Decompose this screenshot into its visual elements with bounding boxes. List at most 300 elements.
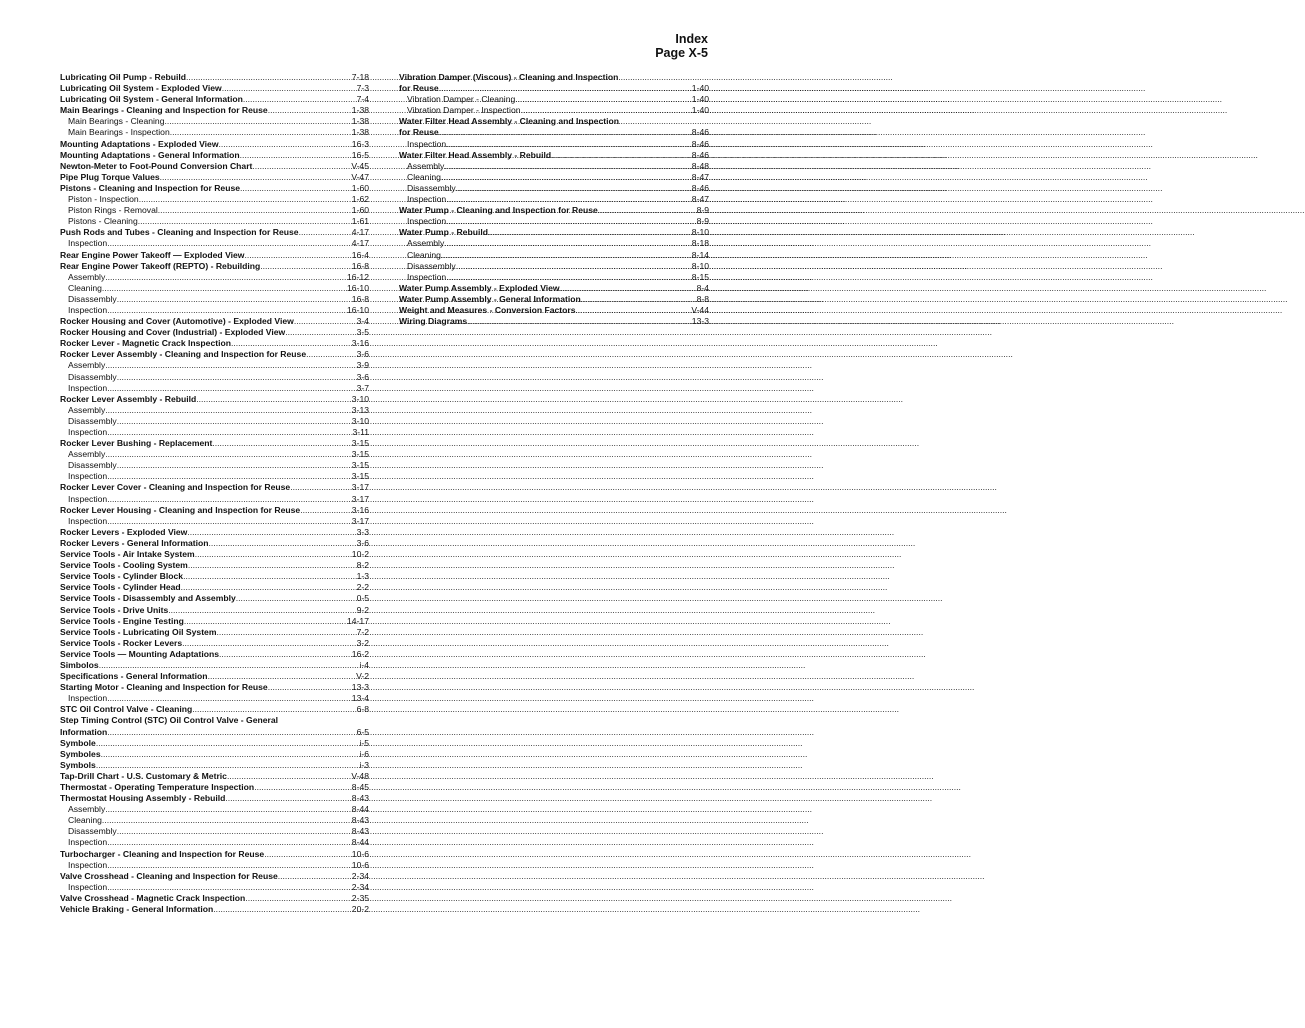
index-entry[interactable] [60,671,369,682]
entry-label: Service Tools - Cylinder Head [60,582,181,593]
dot-leader [160,172,350,183]
entry-page-number: 8-46 [691,138,709,149]
dot-leader [117,416,350,427]
dot-leader [446,272,690,283]
entry-page-number: 8-47 [691,171,709,182]
entry-label: Valve Crosshead - Magnetic Crack Inspection [60,892,246,903]
index-entry[interactable] [60,227,369,238]
dot-leader [456,261,690,272]
index-subentry[interactable] [399,139,709,150]
dot-leader [231,338,350,349]
dot-leader [117,372,355,383]
entry-page-number: 16-4 [351,249,369,260]
dot-leader [439,127,690,138]
dot-leader [196,394,350,405]
entry-label: Water Pump Assembly - Exploded View [399,282,560,293]
dot-leader [212,438,349,449]
entry-label: Assembly [68,449,106,460]
index-subentry[interactable] [60,449,369,460]
entry-page-number: 10-2 [351,549,369,560]
dot-leader [96,760,358,771]
entry-page-number: 7-4 [356,94,369,105]
index-subentry[interactable] [399,105,709,116]
dot-leader [290,482,350,493]
dot-leader [102,815,350,826]
dot-leader [99,660,358,671]
index-subentry[interactable] [399,183,709,194]
index-subentry[interactable] [399,172,709,183]
entry-page-number: 13-3 [351,682,369,693]
dot-leader [222,83,355,94]
entry-page-number: 3-6 [356,371,369,382]
index-subentry[interactable] [60,516,369,527]
dot-leader [227,771,349,782]
index-subentry[interactable] [60,860,369,871]
index-entry[interactable] [399,127,709,138]
entry-label: for Reuse [399,83,439,94]
entry-page-number: 8-43 [351,815,369,826]
index-subentry[interactable] [399,272,709,283]
dot-leader [446,216,694,227]
entry-page-number: 3-7 [356,382,369,393]
entry-page-number: 8-43 [351,826,369,837]
index-entry[interactable] [399,316,709,327]
entry-label: Inspection [68,471,108,482]
index-entry[interactable] [399,305,709,316]
entry-label: Lubricating Oil System - General Information [60,94,243,105]
dot-leader [306,349,354,360]
entry-label: Newton-Meter to Foot-Pound Conversion Chart [60,160,253,171]
index-subentry[interactable] [399,94,709,105]
index-entry[interactable] [60,760,369,771]
index-subentry[interactable] [60,116,369,127]
index-entry[interactable] [60,771,369,782]
dot-leader [219,139,350,150]
entry-page-number: 8-43 [351,793,369,804]
dot-leader [216,627,354,638]
entry-label: Valve Crosshead - Cleaning and Inspection for Reuse [60,870,278,881]
entry-page-number: V-2 [356,671,369,682]
entry-label: Service Tools - Drive Units [60,604,169,615]
entry-page-number: 10-6 [351,848,369,859]
entry-label: Cleaning [407,171,441,182]
entry-label: Service Tools - Lubricating Oil System [60,626,217,637]
index-subentry[interactable] [60,272,369,283]
entry-page-number: 1-3 [356,571,369,582]
index-subentry[interactable] [60,216,369,227]
entry-page-number: 3-6 [356,537,369,548]
entry-page-number: 3-10 [351,393,369,404]
entry-label: Vehicle Braking - General Information [60,904,214,915]
index-subentry[interactable] [60,294,369,305]
entry-label: Pipe Plug Torque Values [60,171,160,182]
entry-page-number: 6-5 [356,726,369,737]
entry-label: Main Bearings - Cleaning and Inspection for Reuse [60,105,268,116]
index-subentry[interactable] [399,194,709,205]
entry-label: Lubricating Oil Pump - Rebuild [60,72,187,82]
dot-leader [107,238,350,249]
entry-page-number: 13-4 [351,693,369,704]
index-entry[interactable] [60,749,369,760]
index-subentry[interactable] [60,205,369,216]
entry-label: Cleaning [68,282,102,293]
entry-label: Inspection [407,216,447,227]
index-entry[interactable] [60,682,369,693]
dot-leader [581,294,695,305]
entry-page-number: 8-44 [351,804,369,815]
dot-leader [252,161,349,172]
index-entry[interactable] [60,482,369,493]
entry-label: Lubricating Oil System - Exploded View [60,83,222,94]
index-entry[interactable] [60,183,369,194]
index-entry[interactable] [60,571,369,582]
entry-page-number: i-4 [359,659,369,670]
dot-leader [488,227,690,238]
entry-label: Tap-Drill Chart - U.S. Customary & Metric [60,770,227,781]
entry-page-number: 3-6 [356,349,369,360]
index-subentry[interactable] [60,815,369,826]
index-subentry[interactable] [60,460,369,471]
dot-leader [181,582,355,593]
entry-label: Disassembly [68,415,117,426]
index-entry[interactable] [60,638,369,649]
index-entry[interactable] [60,438,369,449]
index-subentry[interactable] [399,238,709,249]
index-subentry[interactable] [399,216,709,227]
index-entry[interactable] [60,139,369,150]
index-entry[interactable] [60,338,369,349]
entry-page-number: 16-5 [351,149,369,160]
dot-leader [441,172,690,183]
index-entry[interactable] [399,83,709,94]
index-entry[interactable] [60,849,369,860]
index-entry[interactable] [60,549,369,560]
entry-label: Inspection [68,859,108,870]
entry-page-number: 3-15 [351,460,369,471]
index-subentry[interactable] [60,372,369,383]
entry-page-number: 7-18 [351,72,369,82]
entry-label: STC Oil Control Valve - Cleaning [60,704,193,715]
entry-page-number: 3-10 [351,415,369,426]
entry-label: Service Tools - Disassembly and Assembly [60,593,236,604]
entry-label: Water Filter Head Assembly - Rebuild [399,149,552,160]
index-entry[interactable] [60,793,369,804]
entry-label: Assembly [68,271,106,282]
entry-label: Specifications - General Information [60,671,208,682]
index-entry[interactable] [399,205,709,216]
dot-leader [102,283,345,294]
entry-label: Weight and Measures - Conversion Factors [399,304,576,315]
entry-page-number: 1-62 [351,194,369,205]
dot-leader [576,305,690,316]
dot-leader [441,250,690,261]
entry-page-number: 8-14 [691,249,709,260]
entry-label: Main Bearings - Inspection [68,127,170,138]
entry-page-number: 20-2 [351,904,369,915]
entry-page-number: 3-17 [351,515,369,526]
entry-label: Piston - Inspection [68,194,139,205]
entry-label: Inspection [68,427,108,437]
entry-label: Rocker Levers - General Information [60,537,209,548]
index-entry[interactable] [60,349,369,360]
entry-page-number: 7-2 [356,626,369,637]
entry-label: Vibration Damper - Inspection [407,105,521,116]
index-entry[interactable] [60,105,369,116]
entry-label: Rear Engine Power Takeoff — Exploded View [60,249,245,260]
index-entry[interactable] [60,505,369,516]
index-entry[interactable] [60,316,369,327]
index-entry[interactable] [60,538,369,549]
index-subentry[interactable] [60,360,369,371]
index-entry[interactable] [60,605,369,616]
index-subentry[interactable] [60,826,369,837]
entry-page-number: 3-9 [356,360,369,371]
entry-page-number: 8-8 [696,293,709,304]
index-subentry[interactable] [60,416,369,427]
index-entry[interactable] [60,727,369,738]
index-entry[interactable] [60,893,369,904]
index-entry[interactable] [60,72,369,83]
index-subentry[interactable] [60,427,369,438]
entry-label: Inspection [68,515,108,526]
entry-page-number: 1-60 [351,205,369,216]
entry-label: for Reuse [399,127,439,138]
entry-label: Cleaning [68,815,102,826]
dot-leader [107,383,354,394]
index-subentry[interactable] [60,194,369,205]
dot-leader [105,804,350,815]
entry-page-number: 16-2 [351,648,369,659]
dot-leader [300,505,350,516]
index-entry[interactable] [399,294,709,305]
dot-leader [439,83,690,94]
entry-page-number: 8-2 [356,560,369,571]
index-subentry[interactable] [60,693,369,704]
dot-leader [446,194,690,205]
entry-label: Rocker Lever Assembly - Rebuild [60,393,197,404]
index-subentry[interactable] [60,283,369,294]
entry-label: Assembly [68,360,106,371]
dot-leader [243,94,355,105]
index-entry-heading: Water Filter Head Assembly - Cleaning and Inspection [399,116,619,127]
index-subentry[interactable] [60,882,369,893]
index-entry[interactable] [60,593,369,604]
index-entry[interactable] [60,94,369,105]
entry-page-number: 16-3 [351,138,369,149]
entry-page-number: 16-8 [351,260,369,271]
entry-page-number: 13-3 [691,316,709,327]
entry-label: Piston Rings - Removal [68,205,158,216]
dot-leader [117,460,350,471]
dot-leader [107,427,350,438]
dot-leader [183,571,355,582]
entry-page-number: 8-10 [691,260,709,271]
index-subentry[interactable] [60,127,369,138]
index-entry[interactable] [60,250,369,261]
entry-page-number: 16-12 [347,271,369,282]
entry-page-number: i-6 [359,748,369,759]
dot-leader [225,793,349,804]
dot-leader [560,283,695,294]
dot-leader [107,860,350,871]
entry-page-number: 2-2 [356,582,369,593]
index-entry[interactable] [60,327,369,338]
entry-page-number: 6-8 [356,704,369,715]
index-subentry[interactable] [60,494,369,505]
entry-page-number: 8-46 [691,127,709,138]
dot-leader [268,105,350,116]
entry-label: Disassembly [407,182,456,193]
index-entry[interactable] [60,161,369,172]
index-entry[interactable] [60,738,369,749]
entry-label: Disassembly [407,260,456,271]
dot-leader [208,671,355,682]
dot-leader [444,238,690,249]
dot-leader [551,150,690,161]
index-entry-heading: Step Timing Control (STC) Oil Control Valve - General [60,715,279,726]
index-subentry[interactable] [60,305,369,316]
entry-page-number: 8-45 [351,782,369,792]
entry-label: Inspection [68,304,108,315]
entry-page-number: i-5 [359,737,369,748]
index-entry[interactable] [60,261,369,272]
entry-page-number: 3-17 [351,493,369,504]
dot-leader [268,682,350,693]
index-entry[interactable] [60,660,369,671]
index-subentry[interactable] [60,383,369,394]
dot-leader [245,250,350,261]
index-entry[interactable] [60,83,369,94]
dot-leader [188,560,355,571]
index-subentry[interactable] [399,261,709,272]
index-entry[interactable] [399,283,709,294]
index-entry[interactable] [60,150,369,161]
entry-page-number: 1-38 [351,127,369,138]
entry-label: Rocker Lever Assembly - Cleaning and Inspection for Reuse [60,349,307,360]
entry-page-number: 3-15 [351,438,369,449]
index-entry[interactable] [399,150,709,161]
entry-label: Disassembly [68,293,117,304]
dot-leader [285,327,354,338]
dot-leader [165,116,350,127]
dot-leader [184,616,345,627]
entry-page-number: 8-9 [696,205,709,216]
entry-label: Inspection [68,693,108,704]
entry-label: Inspection [68,837,108,848]
index-subentry[interactable] [399,161,709,172]
index-title: Index [675,32,708,46]
index-subentry[interactable] [60,837,369,848]
entry-page-number: 16-8 [351,293,369,304]
entry-page-number: 16-10 [347,304,369,315]
index-entry[interactable] [60,904,369,915]
dot-leader [96,738,358,749]
entry-label: Mounting Adaptations - General Information [60,149,240,160]
index-subentry[interactable] [399,250,709,261]
entry-label: Pistons - Cleaning and Inspection for Reuse [60,182,241,193]
dot-leader [186,72,350,83]
entry-label: Disassembly [68,460,117,471]
entry-label: Wiring Diagrams [399,316,468,327]
dot-leader [236,593,355,604]
entry-page-number: 2-35 [351,892,369,903]
entry-page-number: 3-2 [356,637,369,648]
entry-page-number: V-45 [351,160,369,171]
entry-label: Service Tools - Rocker Levers [60,637,183,648]
dot-leader [107,494,350,505]
index-entry[interactable] [60,871,369,882]
entry-label: Rocker Lever - Magnetic Crack Inspection [60,338,231,349]
index-entry[interactable] [60,560,369,571]
entry-page-number: 14-17 [347,615,369,626]
entry-label: Assembly [407,160,445,171]
index-entry[interactable] [60,782,369,793]
index-subentry[interactable] [60,804,369,815]
entry-label: Inspection [407,138,447,149]
entry-page-number: 1-61 [351,216,369,227]
entry-page-number: V-48 [351,770,369,781]
entry-label: Symbols [60,759,96,770]
dot-leader [107,471,350,482]
entry-page-number: 1-38 [351,105,369,116]
entry-page-number: 3-4 [356,316,369,327]
entry-label: Rocker Housing and Cover (Automotive) - Exploded View [60,316,294,327]
dot-leader [245,893,349,904]
dot-leader [107,837,350,848]
dot-leader [192,704,354,715]
dot-leader [444,161,690,172]
index-subentry[interactable] [60,471,369,482]
dot-leader [240,150,350,161]
index-column-left [60,72,369,915]
dot-leader [446,139,690,150]
index-entry[interactable] [60,394,369,405]
index-entry[interactable] [60,172,369,183]
index-entry[interactable] [60,649,369,660]
entry-label: Information [60,726,108,737]
dot-leader [117,294,350,305]
index-entry[interactable] [399,227,709,238]
index-entry[interactable] [60,616,369,627]
entry-page-number: 3-11 [352,427,369,437]
entry-page-number: 8-15 [691,271,709,282]
entry-page-number: i-3 [359,759,369,770]
entry-page-number: 7-3 [356,83,369,94]
entry-page-number: 3-17 [351,482,369,493]
entry-label: Water Pump - Cleaning and Inspection for Reuse [399,205,598,216]
entry-page-number: 4-17 [351,227,369,238]
entry-page-number: 2-34 [351,881,369,892]
entry-page-number: 3-15 [351,471,369,482]
index-subentry[interactable] [60,405,369,416]
entry-label: Inspection [68,238,108,249]
index-entry[interactable] [60,704,369,715]
entry-label: Inspection [68,493,108,504]
entry-label: Rocker Lever Bushing - Replacement [60,438,213,449]
index-subentry[interactable] [60,238,369,249]
entry-page-number: 4-17 [351,238,369,249]
entry-page-number: 16-10 [347,282,369,293]
index-entry[interactable] [60,627,369,638]
entry-label: Service Tools - Cylinder Block [60,571,184,582]
index-entry[interactable] [60,582,369,593]
entry-label: Inspection [68,881,108,892]
dot-leader [219,649,350,660]
index-entry[interactable] [60,527,369,538]
dot-leader [456,183,690,194]
dot-leader [105,405,350,416]
entry-label: Water Pump - Rebuild [399,227,488,238]
